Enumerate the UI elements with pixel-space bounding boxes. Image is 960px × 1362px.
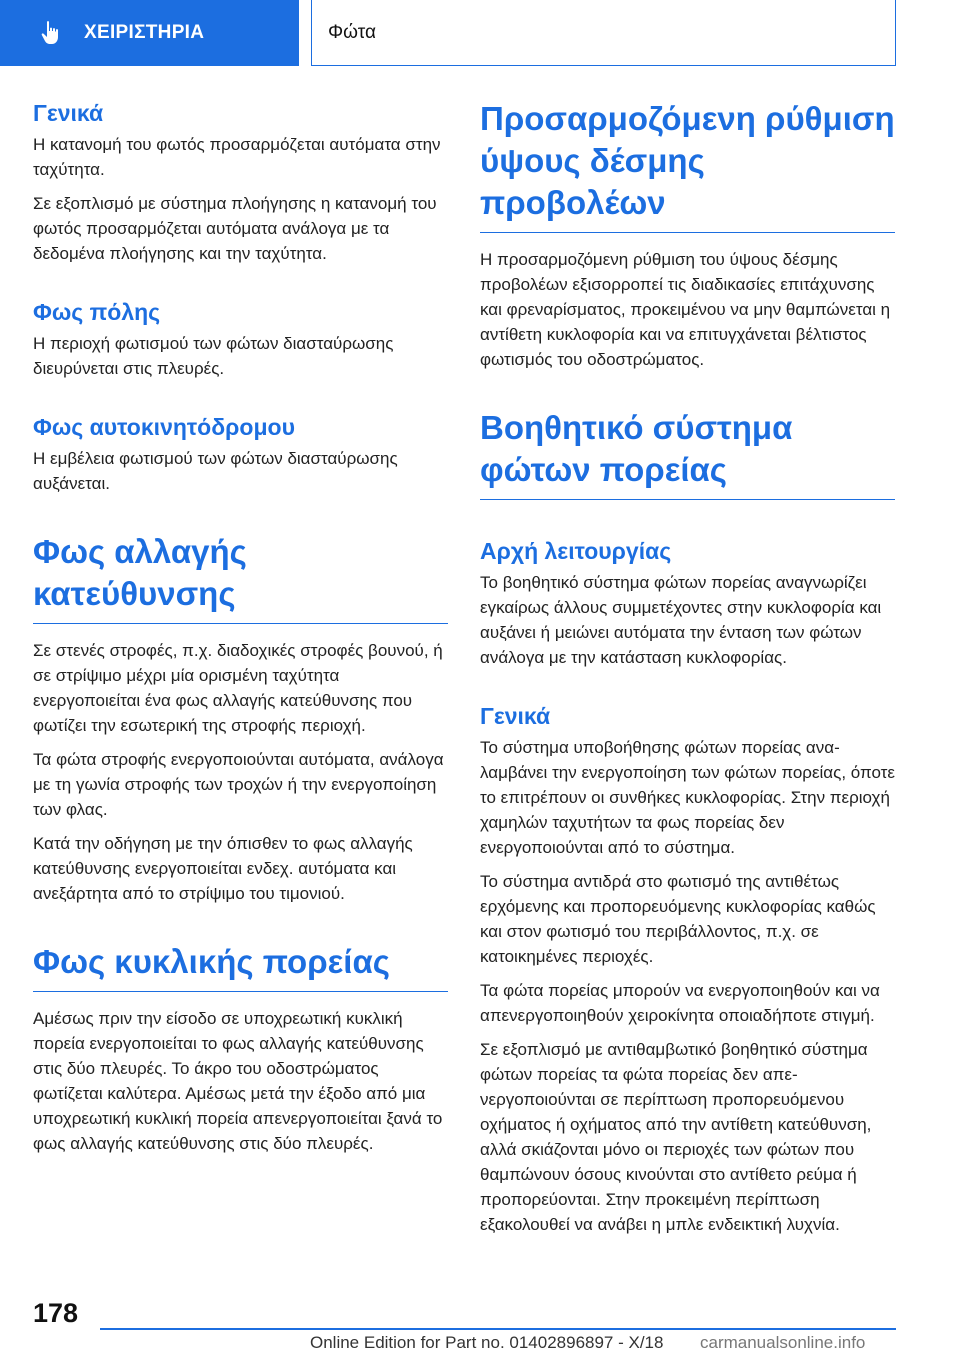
paragraph: Σε εξοπλισμό με αντιθαμβωτικό βοηθητικό σύστημα φώτων πορείας τα φώτα πορείας δεν απενεργοποιούνται σε περίπτωση προπορευόμενου οχήματος ή οχήματος από την αντίθετη κατεύθυνση, αλλά σκιάζονται μόνο οι περιοχές των φώτων που θαμπώνουν όσους κινούνται στο αντίθετο ρεύμα ή προπορεύονται. Στην προκειμένη περίπτωση εξακολουθεί να ανάβει η μπλε ενδεικτική λυχνία. — [480, 1040, 872, 1234]
section-header — [311, 0, 896, 66]
heading-general: Γενικά — [480, 703, 551, 729]
hand-pointer-icon — [40, 20, 64, 46]
paragraph: Το βοηθητικό σύστημα φώτων πορείας αναγνωρίζει εγκαίρως άλλους συμμετέχοντες στην κυκλοφορία και αυξάνει ή μειώνει αυτόματα την ένταση των φώτων ανάλογα με την κατάσταση κυκλοφορίας. — [480, 573, 882, 667]
heading-adaptive-headlight-range: Προσαρμοζόμενη ρύθμιση ύψους δέσμης προβολέων — [480, 98, 895, 233]
heading-cornering-light: Φως αλλαγής κατεύθυνσης — [33, 531, 448, 624]
heading-motorway-light: Φως αυτοκινητόδρομου — [33, 414, 295, 440]
paragraph: Η εμβέλεια φωτισμού των φώτων διασταύρωσης αυξάνεται. — [33, 449, 398, 493]
paragraph: Το σύστημα υποβοήθησης φώτων πορείας αναλαμβάνει την ενεργοποίηση των φώτων πορείας, όποτε το επιτρέπουν οι συνθήκες κυκλοφορίας. Στην περιοχή χαμηλών ταχυτήτων τα φως πορείας δεν ενεργοποιούνται από το σύστημα. — [480, 738, 895, 857]
heading-roundabout-light: Φως κυκλικής πορείας — [33, 941, 448, 992]
footer-divider — [100, 1328, 896, 1330]
heading-high-beam-assistant: Βοηθητικό σύστημα φώτων πορείας — [480, 407, 895, 500]
paragraph: Η κατανομή του φωτός προσαρμόζεται αυτόματα στην ταχύτητα. — [33, 135, 441, 179]
chapter-tab[interactable] — [0, 0, 299, 66]
paragraph: Τα φώτα πορείας μπορούν να ενεργοποιηθούν και να απενεργοποιηθούν χειροκίνητα οποιαδήποτε στιγμή. — [480, 981, 880, 1025]
left-column — [33, 98, 448, 1165]
paragraph: Η προσαρμοζόμενη ρύθμιση του ύψους δέσμης προβολέων εξισορροπεί τις διαδικασίες επιτάχυνσης και φρεναρίσματος, προκειμένου να μην θαμπώνεται η αντίθετη κυκλοφορία και να επιτυγχάνεται βέλτιστος φωτισμός του οδοστρώματος. — [480, 250, 891, 369]
watermark: carmanualsonline.info — [700, 1333, 866, 1352]
chapter-tab-label: ΧΕΙΡΙΣΤΗΡΙΑ — [84, 22, 205, 43]
right-column — [480, 98, 895, 1246]
edition-text: Online Edition for Part no. 01402896897 - X/18 — [310, 1333, 664, 1352]
paragraph: Η περιοχή φωτισμού των φώτων διασταύρωσης διευρύνεται στις πλευρές. — [33, 334, 394, 378]
paragraph: Το σύστημα αντιδρά στο φωτισμό της αντιθέτως ερχόμενης και προπορευόμενης κυκλοφορίας καθώς και στον φωτισμό του περιβάλλοντος, π.χ. σε κατοικημένες περιοχές. — [480, 872, 876, 966]
paragraph: Κατά την οδήγηση με την όπισθεν το φως αλλαγής κατεύθυνσης ενεργοποιείται ενδεχ. αυτόματα και ανεξάρτητα από το στρίψιμο του τιμονιού. — [33, 834, 413, 903]
paragraph: Σε στενές στροφές, π.χ. διαδοχικές στροφές βουνού, ή σε στρίψιμο μέχρι μία ορισμένη ταχύτητα ενεργοποιείται ένα φως αλλαγής κατεύθυνσης που φωτίζει την εσωτερική της στροφής περιοχή. — [33, 641, 443, 735]
page-number: 178 — [33, 1298, 79, 1328]
section-title: Φώτα — [328, 21, 376, 43]
paragraph: Τα φώτα στροφής ενεργοποιούνται αυτόματα, ανάλογα με τη γωνία στροφής των τροχών ή την ενεργοποίηση των φλας. — [33, 750, 444, 819]
heading-general: Γενικά — [33, 100, 104, 126]
heading-principle: Αρχή λειτουργίας — [480, 538, 672, 564]
paragraph: Αμέσως πριν την είσοδο σε υποχρεωτική κυκλική πορεία ενεργοποιείται το φως αλλαγής κατεύθυνσης στις δύο πλευρές. Το άκρο του οδοστρώματος φωτίζεται καλύτερα. Αμέσως μετά την έξοδο από μια υποχρεωτική κυκλική πορεία απενεργοποιείται ξανά το φως αλλαγής κατεύθυνσης στις δύο πλευρές. — [33, 1009, 443, 1153]
heading-city-light: Φως πόλης — [33, 299, 161, 325]
page-header — [0, 0, 960, 66]
paragraph: Σε εξοπλισμό με σύστημα πλοήγησης η κατανομή του φωτός προσαρμόζεται αυτόματα ανάλογα με τα δεδομένα πλοήγησης και την ταχύτητα. — [33, 194, 437, 263]
